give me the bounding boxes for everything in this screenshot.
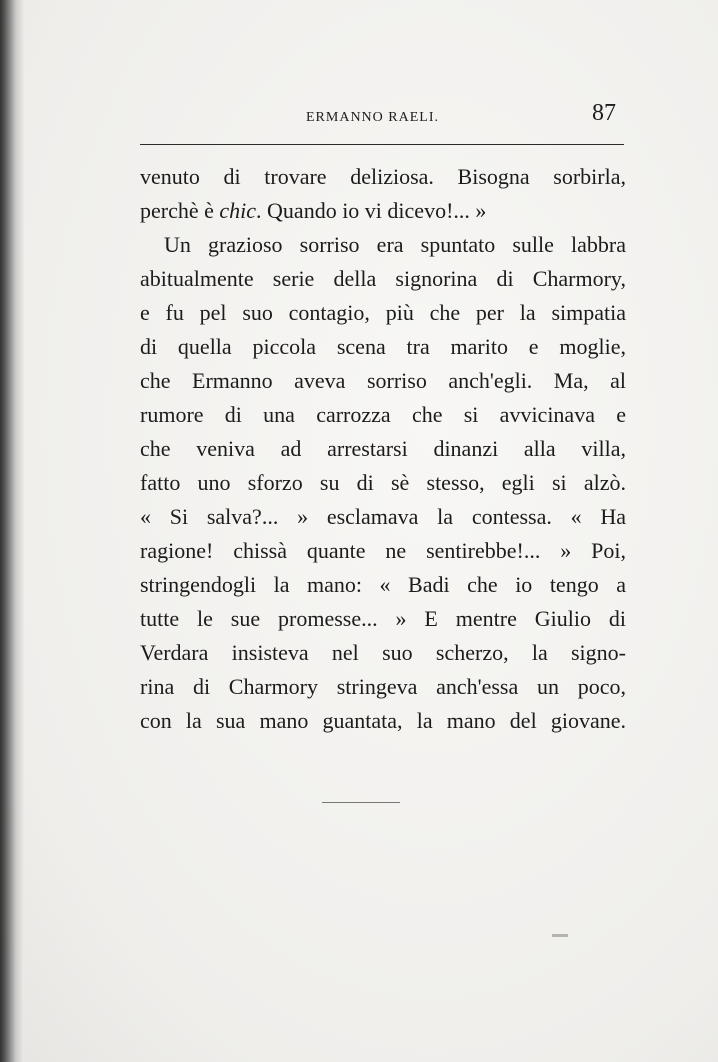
text-line: con la sua mano guantata, la mano del giovane. (140, 708, 626, 733)
text-line (140, 194, 626, 228)
text-line: rumore di una carrozza che si avvicinava e (140, 402, 626, 427)
text-line: Un grazioso sorriso era spuntato sulle labbra (164, 232, 626, 257)
text-line: rina di Charmory stringeva anch'essa un poco, (140, 674, 626, 699)
text-line: che veniva ad arrestarsi dinanzi alla villa, (140, 436, 626, 461)
ink-mark (552, 934, 568, 937)
body-text (140, 160, 626, 738)
text-line: di quella piccola scena tra marito e moglie, (140, 334, 626, 359)
text-line: stringendogli la mano: « Badi che io tengo a (140, 572, 626, 597)
header-rule (140, 144, 624, 145)
text-line: Verdara insisteva nel suo scherzo, la signo- (140, 640, 626, 665)
text-line: che Ermanno aveva sorriso anch'egli. Ma, al (140, 368, 626, 393)
text-span: . Quando io vi dicevo!... » (256, 198, 487, 223)
text-line: abitualmente serie della signorina di Charmory, (140, 266, 626, 291)
running-title: ERMANNO RAELI. (306, 110, 439, 125)
page-number: 87 (592, 100, 616, 126)
italic-word: chic (219, 198, 257, 223)
page-header (140, 98, 624, 134)
text-line: ragione! chissà quante ne sentirebbe!... » Poi, (140, 538, 626, 563)
text-line: e fu pel suo contagio, più che per la simpatia (140, 300, 626, 325)
section-end-rule (322, 802, 400, 803)
text-line: tutte le sue promesse... » E mentre Giulio di (140, 606, 626, 631)
text-line: « Si salva?... » esclamava la contessa. « Ha (140, 504, 626, 529)
text-span: perchè è (140, 198, 220, 223)
text-line: fatto uno sforzo su di sè stesso, egli si alzò. (140, 470, 626, 495)
page-binding-shadow (0, 0, 24, 1062)
text-line: venuto di trovare deliziosa. Bisogna sorbirla, (140, 164, 626, 189)
